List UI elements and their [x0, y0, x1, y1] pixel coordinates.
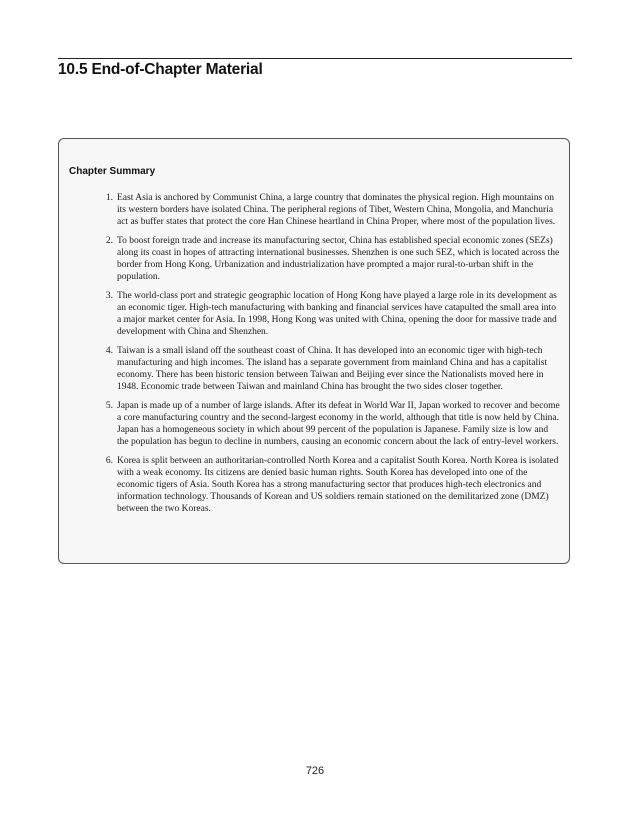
summary-item-text: East Asia is anchored by Communist China, a large country that dominates the physical region. High mountains on its western borders have isolated China. The peripheral regions of Tibet, Western China, Mongolia, and Manchuria act as buffer states that protect the core Han Chinese heartland in China Proper, where most of the population lives.	[117, 193, 556, 227]
summary-item	[105, 192, 561, 228]
section-title: 10.5 End-of-Chapter Material	[58, 61, 263, 78]
chapter-summary-box	[58, 138, 570, 564]
chapter-summary-list	[105, 192, 561, 522]
summary-item	[105, 290, 561, 338]
summary-item-text: Korea is split between an authoritarian-controlled North Korea and a capitalist South Korea. North Korea is isolated with a weak economy. Its citizens are denied basic human rights. South Korea has developed into one of the economic tigers of Asia. South Korea has a strong manufacturing sector that produces high-tech electronics and information technology. Thousands of Korean and US soldiers remain stationed on the demilitarized zone (DMZ) between the two Koreas.	[117, 456, 559, 514]
summary-item-text: Japan is made up of a number of large islands. After its defeat in World War II, Japan worked to recover and become a core manufacturing country and the second-largest economy in the world, although that title is now held by China. Japan has a homogeneous society in which about 99 percent of the population is Japanese. Family size is low and the population has begun to decline in numbers, causing an economic concern about the lack of entry-level workers.	[117, 401, 560, 447]
summary-item-number: 6.	[105, 456, 113, 466]
summary-item-number: 2.	[105, 236, 113, 246]
summary-item	[105, 345, 561, 393]
summary-item-text: Taiwan is a small island off the southeast coast of China. It has developed into an economic tiger with high-tech manufacturing and high incomes. The island has a separate government from mainland China and has a capitalist economy. There has been historic tension between Taiwan and Beijing ever since the Nationalists moved here in 1948. Economic trade between Taiwan and mainland China has brought the two sides closer together.	[117, 346, 548, 392]
chapter-summary-heading: Chapter Summary	[69, 166, 156, 177]
summary-item-number: 5.	[105, 401, 113, 411]
summary-item	[105, 400, 561, 448]
summary-item	[105, 455, 561, 515]
page-number: 726	[305, 765, 325, 777]
summary-item	[105, 235, 561, 283]
summary-item-number: 1.	[105, 193, 113, 203]
summary-item-number: 3.	[105, 291, 113, 301]
summary-item-number: 4.	[105, 346, 113, 356]
header-rule	[58, 58, 572, 59]
summary-item-text: To boost foreign trade and increase its manufacturing sector, China has established special economic zones (SEZs) along its coast in hopes of attracting international businesses. Shenzhen is one such SEZ, which is located across the border from Hong Kong. Urbanization and industrialization have prompted a major rural-to-urban shift in the population.	[117, 236, 560, 282]
summary-item-text: The world-class port and strategic geographic location of Hong Kong have played a large role in its development as an economic tiger. High-tech manufacturing with banking and financial services have catapulted the small area into a major market center for Asia. In 1998, Hong Kong was united with China, opening the door for massive trade and development with China and Shenzhen.	[117, 291, 557, 337]
